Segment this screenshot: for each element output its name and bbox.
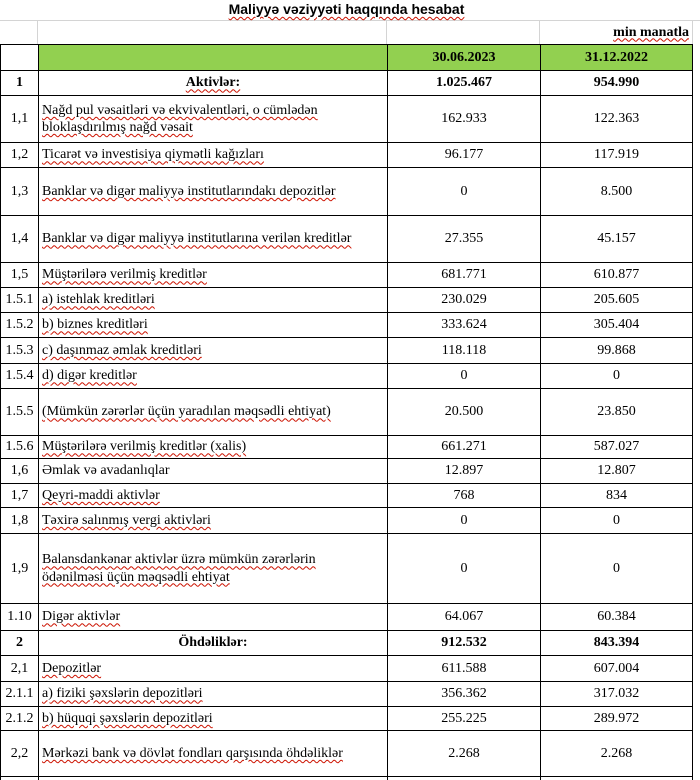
row-number-cell — [1, 168, 39, 215]
description-cell-text: Təxirə salınmış vergi aktivləri — [42, 512, 211, 528]
value-2023-cell-text: 64.067 — [444, 609, 484, 625]
value-2022-cell-text: 289.972 — [593, 710, 640, 726]
value-2022-cell-text: 843.394 — [593, 635, 640, 651]
value-2022-cell-text: 12.807 — [597, 463, 636, 479]
table-row — [1, 682, 692, 707]
description-cell-text: b) hüquqi şəxslərin depozitləri — [42, 710, 213, 726]
row-number-cell-text: 1.5.2 — [5, 317, 34, 333]
value-2022-cell — [541, 389, 692, 435]
header-corner-cell — [1, 45, 39, 70]
row-number-cell — [1, 459, 39, 483]
row-number-cell-text: 1.5.1 — [5, 292, 34, 308]
description-cell-text: a) istehlak kreditləri — [42, 292, 155, 308]
value-2023-cell-text: 661.271 — [441, 439, 487, 455]
value-2023-cell — [388, 459, 541, 483]
row-number-cell — [1, 604, 39, 630]
value-2022-cell-text: 23.850 — [597, 404, 636, 420]
description-cell — [39, 604, 388, 630]
table-row — [1, 313, 692, 338]
header-date-2023-cell: 30.06.2023 — [388, 45, 541, 70]
value-2023-cell-text: 681.771 — [441, 267, 487, 283]
description-cell-text: Müştərilərə verilmiş kreditlər (xalis) — [42, 439, 247, 455]
value-2022-cell-text: 607.004 — [593, 660, 640, 676]
value-2023-cell — [388, 731, 541, 776]
value-2022-cell-text: 205.605 — [593, 292, 640, 308]
header-date-2022-cell: 31.12.2022 — [541, 45, 692, 70]
row-number-cell-text: 1,2 — [10, 147, 29, 163]
value-2023-cell — [388, 71, 541, 95]
description-cell — [39, 459, 388, 483]
value-2023-cell-text: 118.118 — [441, 342, 487, 358]
grid-cell — [387, 21, 540, 44]
row-number-cell-text: 1,1 — [10, 111, 29, 127]
table-header-row — [1, 45, 692, 71]
row-number-cell-text: 1.5.6 — [5, 439, 34, 455]
description-cell — [39, 338, 388, 363]
value-2022-cell — [541, 71, 692, 95]
value-2022-cell — [541, 288, 692, 312]
row-number-cell — [1, 436, 39, 458]
value-2022-cell-text: 2.268 — [600, 745, 633, 761]
value-2023-cell-text: 0 — [460, 183, 468, 199]
value-2023-cell — [388, 508, 541, 533]
value-2022-cell-text: 0 — [613, 368, 620, 384]
description-cell-text: Depozitlər — [42, 660, 102, 676]
value-2022-cell-text: 117.919 — [594, 147, 639, 163]
value-2022-cell-text: 60.384 — [597, 609, 636, 625]
value-2023-cell — [388, 656, 541, 681]
value-2023-cell-text: 333.624 — [441, 317, 487, 333]
value-2022-cell — [541, 143, 692, 167]
value-2023-cell-text: 255.225 — [441, 710, 487, 726]
value-2023-cell — [388, 631, 541, 655]
row-number-cell — [1, 682, 39, 706]
value-2022-cell — [541, 364, 692, 388]
row-number-cell — [1, 707, 39, 730]
value-2022-cell — [541, 459, 692, 483]
description-cell — [39, 96, 388, 142]
description-cell — [39, 731, 388, 776]
value-2022-cell — [541, 731, 692, 776]
grid-cell — [0, 21, 38, 44]
row-number-cell-text: 1.10 — [7, 609, 32, 625]
value-2023-cell — [388, 436, 541, 458]
row-number-cell — [1, 484, 39, 507]
table-row — [1, 96, 692, 143]
row-number-cell — [1, 364, 39, 388]
description-cell-text: Müştərilərə verilmiş kreditlər — [42, 267, 207, 283]
value-2022-cell-text: 8.500 — [600, 183, 633, 199]
value-2022-cell — [541, 604, 692, 630]
description-cell — [39, 168, 388, 215]
description-cell-text: Digər aktivlər — [42, 609, 121, 625]
value-2023-cell — [388, 364, 541, 388]
row-number-cell — [1, 216, 39, 262]
value-2022-cell — [541, 631, 692, 655]
value-2023-cell — [388, 534, 541, 603]
description-cell-text: Qeyri-maddi aktivlər — [42, 487, 160, 503]
description-cell-text: Banklar və digər maliyyə institutlarındakı depozitlər — [42, 183, 336, 199]
value-2023-cell-text: 20.500 — [444, 404, 484, 420]
unit-note: min manatla — [613, 24, 689, 40]
table-row — [1, 484, 692, 508]
page-title: Maliyyə vəziyyəti haqqında hesabat — [228, 1, 465, 17]
table-row — [1, 288, 692, 313]
value-2023-cell — [388, 216, 541, 262]
description-cell-text: Öhdəliklər: — [178, 635, 248, 651]
row-number-cell-text: 1,5 — [10, 267, 29, 283]
value-2023-cell-text: 2.268 — [448, 745, 480, 761]
description-cell — [39, 631, 388, 655]
value-2023-cell — [388, 604, 541, 630]
row-number-cell-text: 2,1 — [10, 660, 29, 676]
row-number-cell-text: 2 — [16, 635, 23, 651]
row-number-cell-text: 1.5.5 — [5, 404, 34, 420]
description-cell-text: a) fiziki şəxslərin depozitləri — [42, 686, 203, 702]
value-2023-cell-text: 0 — [460, 512, 468, 528]
row-number-cell — [1, 71, 39, 95]
row-number-cell-text: 2,2 — [10, 745, 29, 761]
row-number-cell-text: 2.1.2 — [5, 710, 34, 726]
row-number-cell-text: 1,8 — [10, 512, 29, 528]
table-row — [1, 338, 692, 364]
value-2022-cell-text: 45.157 — [597, 231, 636, 247]
value-2022-cell — [541, 656, 692, 681]
table-row — [1, 459, 692, 484]
value-2023-cell-text: 1.025.467 — [436, 75, 492, 91]
row-number-cell — [1, 508, 39, 533]
row-number-cell — [1, 288, 39, 312]
value-2022-cell — [541, 313, 692, 337]
row-number-cell — [1, 731, 39, 776]
value-2022-cell-text: 317.032 — [593, 686, 640, 702]
value-2022-cell-text: 587.027 — [593, 439, 640, 455]
value-2022-cell-text: 954.990 — [593, 75, 640, 91]
row-number-cell-text: 1,3 — [10, 183, 29, 199]
description-cell-text: c) daşınmaz əmlak kreditləri — [42, 342, 202, 358]
row-number-cell — [1, 389, 39, 435]
description-cell-text: d) digər kreditlər — [42, 368, 137, 384]
value-2022-cell — [541, 216, 692, 262]
value-2023-cell — [388, 263, 541, 287]
description-cell — [39, 288, 388, 312]
value-2022-cell-text: 122.363 — [593, 111, 640, 127]
value-2022-cell-text: 610.877 — [593, 267, 640, 283]
table-row — [1, 707, 692, 731]
value-2022-cell — [541, 707, 692, 730]
table-row — [1, 216, 692, 263]
value-2022-cell — [541, 436, 692, 458]
header-label-cell — [39, 45, 388, 70]
description-cell — [39, 143, 388, 167]
row-number-cell-text: 1,6 — [10, 463, 29, 479]
row-number-cell — [1, 143, 39, 167]
grid-cell — [540, 21, 693, 44]
description-cell — [39, 436, 388, 458]
description-cell — [39, 484, 388, 507]
value-2023-cell — [388, 484, 541, 507]
row-number-cell — [1, 338, 39, 363]
table-row — [1, 168, 692, 216]
description-cell — [39, 707, 388, 730]
row-number-cell — [1, 263, 39, 287]
description-cell — [39, 313, 388, 337]
description-cell — [39, 389, 388, 435]
description-cell — [39, 71, 388, 95]
table-row — [1, 364, 692, 389]
value-2022-cell-text: 834 — [606, 487, 627, 503]
table-row — [1, 631, 692, 656]
row-number-cell — [1, 313, 39, 337]
value-2022-cell-text: 0 — [613, 560, 620, 576]
value-2022-cell — [541, 508, 692, 533]
value-2022-cell — [541, 338, 692, 363]
description-cell — [39, 682, 388, 706]
value-2023-cell-text: 356.362 — [441, 686, 487, 702]
description-cell-text: Əmlak və avadanlıqlar — [42, 463, 170, 479]
row-number-cell-text: 1,9 — [10, 560, 29, 576]
value-2023-cell — [388, 313, 541, 337]
value-2023-cell-text: 27.355 — [444, 231, 484, 247]
table-row — [1, 604, 692, 631]
description-cell — [39, 508, 388, 533]
value-2022-cell — [541, 682, 692, 706]
table-row — [1, 71, 692, 96]
value-2023-cell — [388, 389, 541, 435]
table-row — [1, 731, 692, 777]
description-cell — [39, 656, 388, 681]
value-2022-cell — [541, 168, 692, 215]
table-row — [1, 436, 692, 459]
table-row — [1, 143, 692, 168]
row-number-cell-text: 2.1.1 — [5, 686, 34, 702]
value-2023-cell-text: 230.029 — [441, 292, 487, 308]
value-2022-cell-text: 99.868 — [597, 342, 636, 358]
description-cell — [39, 534, 388, 603]
table-row — [1, 534, 692, 604]
value-2022-cell — [541, 263, 692, 287]
row-number-cell-text: 1,7 — [10, 487, 29, 503]
value-2023-cell-text: 611.588 — [441, 660, 487, 676]
value-2023-cell-text: 0 — [460, 560, 468, 576]
value-2023-cell-text: 0 — [460, 368, 468, 384]
value-2022-cell-text: 0 — [613, 512, 620, 528]
row-number-cell — [1, 631, 39, 655]
description-cell-text: (Mümkün zərərlər üçün yaradılan məqsədli ehtiyat) — [42, 404, 331, 420]
table-row — [1, 656, 692, 682]
row-number-cell — [1, 534, 39, 603]
grid-cell — [38, 21, 387, 44]
value-2023-cell-text: 162.933 — [441, 111, 487, 127]
value-2023-cell — [388, 682, 541, 706]
row-number-cell — [1, 96, 39, 142]
value-2023-cell-text: 96.177 — [444, 147, 484, 163]
row-number-cell — [1, 656, 39, 681]
description-cell-text: Nağd pul vəsaitləri və ekvivalentləri, o cümlədən bloklaşdırılmış nağd vəsait — [42, 102, 318, 135]
row-number-cell-text: 1.5.3 — [5, 342, 34, 358]
row-number-cell-text: 1,4 — [10, 231, 29, 247]
description-cell-text: Ticarət və investisiya qiymətli kağızları — [42, 147, 264, 163]
value-2023-cell-text: 12.897 — [444, 463, 484, 479]
value-2023-cell — [388, 707, 541, 730]
table-row — [1, 508, 692, 534]
table-row — [1, 263, 692, 288]
description-cell-text: Mərkəzi bank və dövlət fondları qarşısında öhdəliklər — [42, 745, 343, 761]
description-cell — [39, 364, 388, 388]
description-cell-text: Banklar və digər maliyyə institutlarına verilən kreditlər — [42, 231, 352, 247]
table-body — [1, 71, 692, 777]
description-cell — [39, 216, 388, 262]
value-2022-cell-text: 305.404 — [593, 317, 640, 333]
value-2023-cell — [388, 96, 541, 142]
value-2022-cell — [541, 484, 692, 507]
value-2023-cell — [388, 168, 541, 215]
value-2023-cell-text: 768 — [453, 487, 475, 503]
value-2022-cell — [541, 96, 692, 142]
value-2023-cell-text: 912.532 — [441, 635, 487, 651]
row-number-cell-text: 1.5.4 — [5, 368, 34, 384]
description-cell — [39, 263, 388, 287]
financial-table — [0, 44, 693, 780]
description-cell-text: b) biznes kreditləri — [42, 317, 148, 333]
row-number-cell-text: 1 — [16, 75, 23, 91]
value-2023-cell — [388, 143, 541, 167]
value-2022-cell — [541, 534, 692, 603]
value-2023-cell — [388, 338, 541, 363]
description-cell-text: Aktivlər: — [185, 75, 241, 91]
value-2023-cell — [388, 288, 541, 312]
unit-note-row — [0, 20, 700, 44]
description-cell-text: Balansdankənar aktivlər üzrə mümkün zərərlərin ödənilməsi üçün məqsədli ehtiyat — [42, 552, 316, 585]
table-row — [1, 389, 692, 436]
